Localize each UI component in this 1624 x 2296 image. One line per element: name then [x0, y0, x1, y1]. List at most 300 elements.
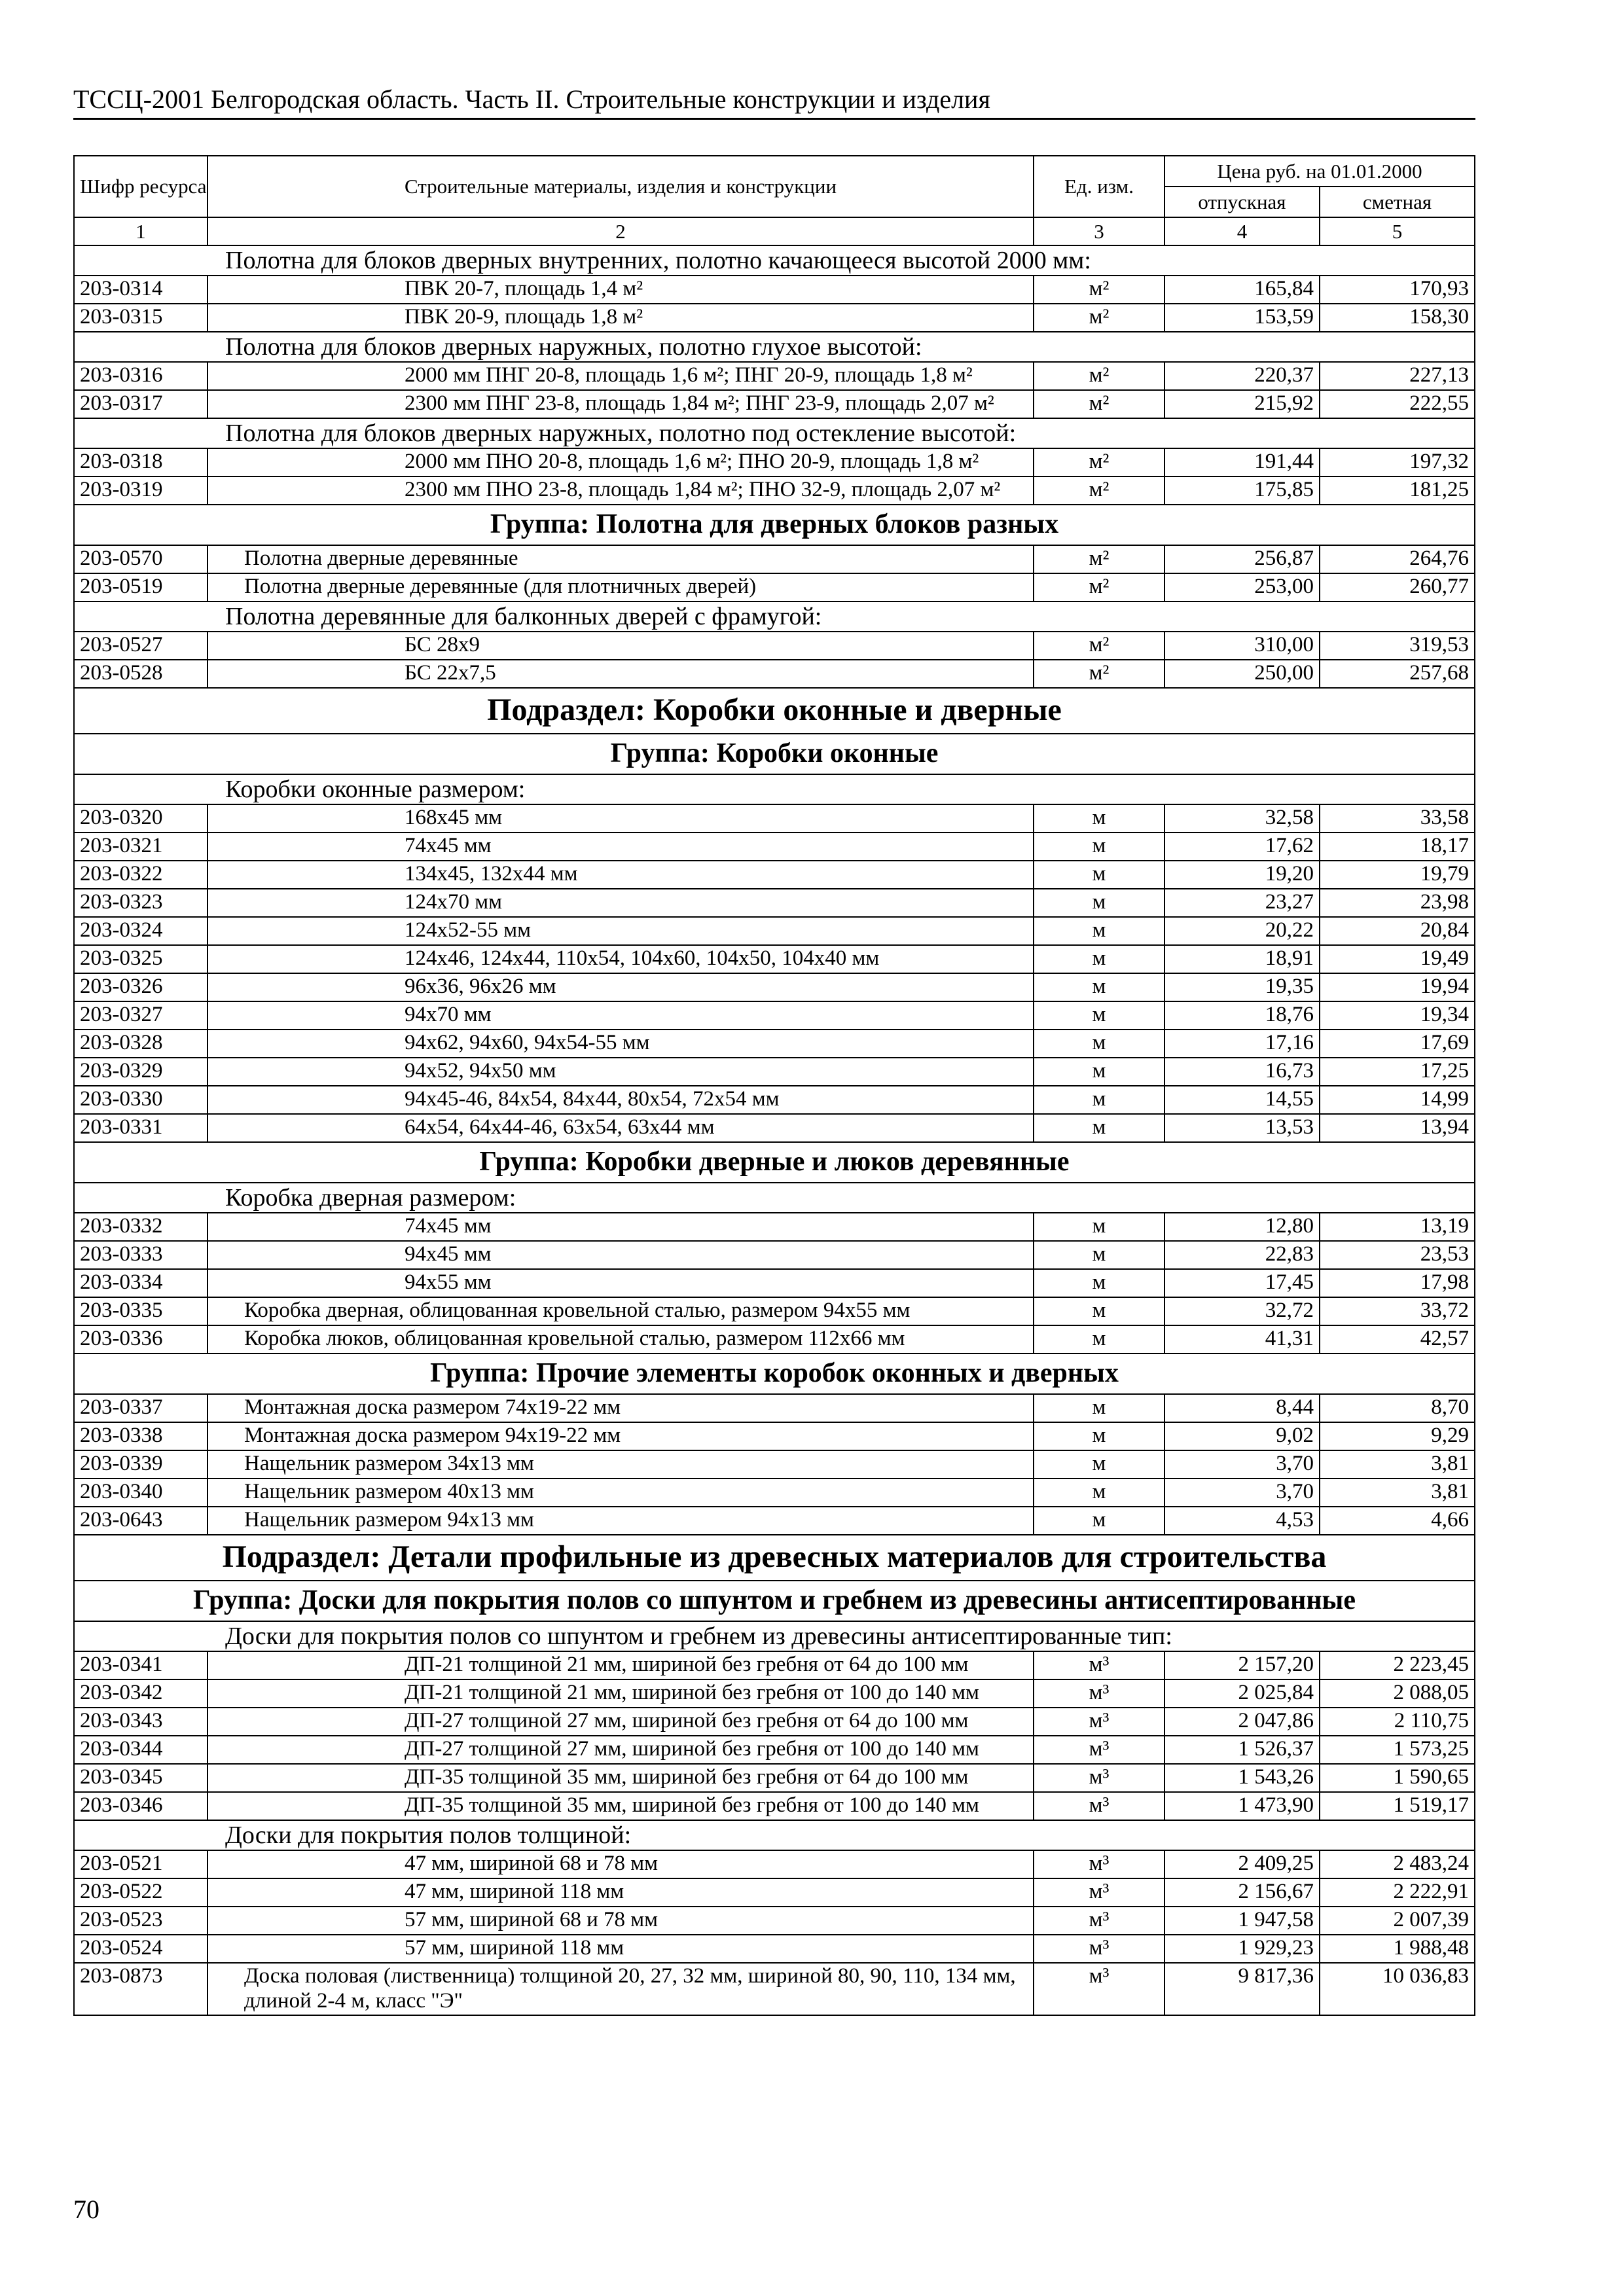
price-table-body — [74, 156, 1475, 2015]
table-row — [74, 804, 1475, 833]
unit-cell: м — [1034, 1086, 1164, 1114]
estimate-price-cell: 222,55 — [1320, 390, 1475, 418]
table-row — [74, 1963, 1475, 2015]
resource-code-cell: 203-0326 — [74, 973, 208, 1001]
material-name-cell: 57 мм, шириной 68 и 78 мм — [208, 1907, 1034, 1935]
table-header-row — [74, 156, 1475, 187]
release-price-cell: 1 947,58 — [1164, 1907, 1320, 1935]
unit-cell: м² — [1034, 448, 1164, 476]
estimate-price-cell: 260,77 — [1320, 573, 1475, 601]
estimate-price-cell: 17,98 — [1320, 1269, 1475, 1297]
unit-cell: м — [1034, 804, 1164, 833]
resource-code-cell: 203-0316 — [74, 362, 208, 390]
resource-code-cell: 203-0331 — [74, 1114, 208, 1142]
unit-cell: м — [1034, 833, 1164, 861]
group-heading-row — [74, 734, 1475, 774]
estimate-price-cell: 2 110,75 — [1320, 1708, 1475, 1736]
unit-cell: м² — [1034, 304, 1164, 332]
material-name-cell: 94х70 мм — [208, 1001, 1034, 1030]
resource-code-cell: 203-0522 — [74, 1878, 208, 1907]
estimate-price-cell: 2 483,24 — [1320, 1850, 1475, 1878]
table-row — [74, 1269, 1475, 1297]
material-name-cell: 168х45 мм — [208, 804, 1034, 833]
unit-cell: м³ — [1034, 1764, 1164, 1792]
estimate-price-cell: 18,17 — [1320, 833, 1475, 861]
resource-code-cell: 203-0344 — [74, 1736, 208, 1764]
estimate-price-cell: 33,58 — [1320, 804, 1475, 833]
release-price-cell: 32,58 — [1164, 804, 1320, 833]
table-row — [74, 917, 1475, 945]
resource-code-cell: 203-0337 — [74, 1394, 208, 1422]
material-name-cell: ДП-21 толщиной 21 мм, шириной без гребня от 100 до 140 мм — [208, 1679, 1034, 1708]
estimate-price-cell: 181,25 — [1320, 476, 1475, 505]
estimate-price-cell: 264,76 — [1320, 545, 1475, 573]
material-name-cell: Доска половая (лиственница) толщиной 20, 27, 32 мм, шириной 80, 90, 110, 134 мм, длиной 2-4 м, класс "Э" — [208, 1963, 1034, 2015]
resource-code-cell: 203-0340 — [74, 1479, 208, 1507]
price-table-wrapper — [73, 155, 1475, 2016]
release-price-cell: 18,76 — [1164, 1001, 1320, 1030]
header-rule — [73, 118, 1475, 120]
resource-code-cell: 203-0330 — [74, 1086, 208, 1114]
group-heading-row — [74, 1581, 1475, 1621]
estimate-price-cell: 3,81 — [1320, 1450, 1475, 1479]
material-name-cell: ДП-27 толщиной 27 мм, шириной без гребня от 64 до 100 мм — [208, 1708, 1034, 1736]
estimate-price-cell: 2 222,91 — [1320, 1878, 1475, 1907]
unit-cell: м — [1034, 1479, 1164, 1507]
table-row — [74, 945, 1475, 973]
unit-cell: м — [1034, 1450, 1164, 1479]
resource-code-cell: 203-0873 — [74, 1963, 208, 2015]
estimate-price-cell: 8,70 — [1320, 1394, 1475, 1422]
table-row — [74, 362, 1475, 390]
release-price-cell: 153,59 — [1164, 304, 1320, 332]
table-row — [74, 1736, 1475, 1764]
release-price-cell: 1 526,37 — [1164, 1736, 1320, 1764]
release-price-cell: 14,55 — [1164, 1086, 1320, 1114]
release-price-cell: 2 409,25 — [1164, 1850, 1320, 1878]
release-price-cell: 13,53 — [1164, 1114, 1320, 1142]
estimate-price-cell: 23,53 — [1320, 1241, 1475, 1269]
resource-code-cell: 203-0328 — [74, 1030, 208, 1058]
resource-code-cell: 203-0321 — [74, 833, 208, 861]
estimate-price-cell: 3,81 — [1320, 1479, 1475, 1507]
estimate-price-cell: 33,72 — [1320, 1297, 1475, 1325]
table-row — [74, 1241, 1475, 1269]
page-number: 70 — [73, 2195, 99, 2224]
col-header-release: отпускная — [1164, 187, 1320, 217]
material-name-cell: БС 28х9 — [208, 632, 1034, 660]
release-price-cell: 175,85 — [1164, 476, 1320, 505]
col-header-name: Строительные материалы, изделия и конструкции — [208, 156, 1034, 217]
unit-cell: м — [1034, 1001, 1164, 1030]
table-row — [74, 1114, 1475, 1142]
table-row — [74, 1651, 1475, 1679]
material-name-cell: ПВК 20-7, площадь 1,4 м² — [208, 276, 1034, 304]
material-name-cell: ПВК 20-9, площадь 1,8 м² — [208, 304, 1034, 332]
page-header-title: ТССЦ-2001 Белгородская область. Часть II. Строительные конструкции и изделия — [73, 84, 990, 114]
table-row — [74, 276, 1475, 304]
table-row — [74, 448, 1475, 476]
resource-code-cell: 203-0324 — [74, 917, 208, 945]
resource-code-cell: 203-0320 — [74, 804, 208, 833]
release-price-cell: 41,31 — [1164, 1325, 1320, 1354]
unit-cell: м — [1034, 1394, 1164, 1422]
table-row — [74, 476, 1475, 505]
unit-cell: м³ — [1034, 1850, 1164, 1878]
col-header-unit: Ед. изм. — [1034, 156, 1164, 217]
release-price-cell: 20,22 — [1164, 917, 1320, 945]
category-heading-text: Полотна для блоков дверных наружных, полотно глухое высотой: — [74, 332, 1475, 362]
category-heading-row — [74, 774, 1475, 804]
material-name-cell: 94х55 мм — [208, 1269, 1034, 1297]
estimate-price-cell: 170,93 — [1320, 276, 1475, 304]
estimate-price-cell: 19,34 — [1320, 1001, 1475, 1030]
unit-cell: м² — [1034, 390, 1164, 418]
estimate-price-cell: 319,53 — [1320, 632, 1475, 660]
unit-cell: м — [1034, 1114, 1164, 1142]
table-row — [74, 1394, 1475, 1422]
unit-cell: м — [1034, 1422, 1164, 1450]
material-name-cell: 96х36, 96х26 мм — [208, 973, 1034, 1001]
release-price-cell: 3,70 — [1164, 1479, 1320, 1507]
unit-cell: м — [1034, 1030, 1164, 1058]
unit-cell: м³ — [1034, 1907, 1164, 1935]
unit-cell: м³ — [1034, 1878, 1164, 1907]
category-heading-row — [74, 601, 1475, 632]
unit-cell: м — [1034, 1507, 1164, 1535]
release-price-cell: 22,83 — [1164, 1241, 1320, 1269]
col-number-2: 2 — [208, 217, 1034, 245]
resource-code-cell: 203-0325 — [74, 945, 208, 973]
table-row — [74, 833, 1475, 861]
table-row — [74, 632, 1475, 660]
table-row — [74, 1450, 1475, 1479]
table-row — [74, 1907, 1475, 1935]
estimate-price-cell: 2 088,05 — [1320, 1679, 1475, 1708]
resource-code-cell: 203-0338 — [74, 1422, 208, 1450]
release-price-cell: 16,73 — [1164, 1058, 1320, 1086]
unit-cell: м — [1034, 1058, 1164, 1086]
unit-cell: м — [1034, 945, 1164, 973]
material-name-cell: 94х62, 94х60, 94х54-55 мм — [208, 1030, 1034, 1058]
release-price-cell: 220,37 — [1164, 362, 1320, 390]
material-name-cell: 57 мм, шириной 118 мм — [208, 1935, 1034, 1963]
group-heading-row — [74, 505, 1475, 545]
column-number-row — [74, 217, 1475, 245]
release-price-cell: 18,91 — [1164, 945, 1320, 973]
material-name-cell: Коробка люков, облицованная кровельной сталью, размером 112х66 мм — [208, 1325, 1034, 1354]
table-row — [74, 1792, 1475, 1820]
category-heading-row — [74, 1820, 1475, 1850]
col-header-code: Шифр ресурса — [74, 156, 208, 217]
material-name-cell: Монтажная доска размером 74х19-22 мм — [208, 1394, 1034, 1422]
resource-code-cell: 203-0334 — [74, 1269, 208, 1297]
release-price-cell: 23,27 — [1164, 889, 1320, 917]
table-row — [74, 1086, 1475, 1114]
estimate-price-cell: 1 573,25 — [1320, 1736, 1475, 1764]
unit-cell: м² — [1034, 632, 1164, 660]
material-name-cell: 124х52-55 мм — [208, 917, 1034, 945]
unit-cell: м³ — [1034, 1935, 1164, 1963]
table-row — [74, 1850, 1475, 1878]
estimate-price-cell: 20,84 — [1320, 917, 1475, 945]
col-number-3: 3 — [1034, 217, 1164, 245]
material-name-cell: ДП-35 толщиной 35 мм, шириной без гребня от 64 до 100 мм — [208, 1764, 1034, 1792]
group-heading-text: Группа: Прочие элементы коробок оконных и дверных — [74, 1354, 1475, 1394]
estimate-price-cell: 17,69 — [1320, 1030, 1475, 1058]
material-name-cell: 124х46, 124х44, 110х54, 104х60, 104х50, 104х40 мм — [208, 945, 1034, 973]
table-row — [74, 861, 1475, 889]
table-row — [74, 1001, 1475, 1030]
table-row — [74, 1479, 1475, 1507]
estimate-price-cell: 197,32 — [1320, 448, 1475, 476]
material-name-cell: Монтажная доска размером 94х19-22 мм — [208, 1422, 1034, 1450]
release-price-cell: 215,92 — [1164, 390, 1320, 418]
table-row — [74, 660, 1475, 688]
release-price-cell: 310,00 — [1164, 632, 1320, 660]
table-row — [74, 1297, 1475, 1325]
estimate-price-cell: 1 590,65 — [1320, 1764, 1475, 1792]
unit-cell: м — [1034, 1269, 1164, 1297]
table-row — [74, 1878, 1475, 1907]
material-name-cell: БС 22х7,5 — [208, 660, 1034, 688]
table-row — [74, 889, 1475, 917]
category-heading-row — [74, 1621, 1475, 1651]
resource-code-cell: 203-0314 — [74, 276, 208, 304]
release-price-cell: 2 157,20 — [1164, 1651, 1320, 1679]
unit-cell: м³ — [1034, 1792, 1164, 1820]
resource-code-cell: 203-0339 — [74, 1450, 208, 1479]
release-price-cell: 17,45 — [1164, 1269, 1320, 1297]
unit-cell: м³ — [1034, 1708, 1164, 1736]
resource-code-cell: 203-0317 — [74, 390, 208, 418]
release-price-cell: 250,00 — [1164, 660, 1320, 688]
resource-code-cell: 203-0524 — [74, 1935, 208, 1963]
release-price-cell: 32,72 — [1164, 1297, 1320, 1325]
unit-cell: м² — [1034, 476, 1164, 505]
category-heading-text: Полотна для блоков дверных внутренних, полотно качающееся высотой 2000 мм: — [74, 245, 1475, 276]
resource-code-cell: 203-0342 — [74, 1679, 208, 1708]
estimate-price-cell: 4,66 — [1320, 1507, 1475, 1535]
col-number-4: 4 — [1164, 217, 1320, 245]
category-heading-text: Полотна деревянные для балконных дверей с фрамугой: — [74, 601, 1475, 632]
resource-code-cell: 203-0521 — [74, 1850, 208, 1878]
material-name-cell: ДП-21 толщиной 21 мм, шириной без гребня от 64 до 100 мм — [208, 1651, 1034, 1679]
material-name-cell: ДП-35 толщиной 35 мм, шириной без гребня от 100 до 140 мм — [208, 1792, 1034, 1820]
table-row — [74, 573, 1475, 601]
resource-code-cell: 203-0318 — [74, 448, 208, 476]
resource-code-cell: 203-0335 — [74, 1297, 208, 1325]
unit-cell: м³ — [1034, 1651, 1164, 1679]
table-row — [74, 545, 1475, 573]
table-row — [74, 1422, 1475, 1450]
estimate-price-cell: 23,98 — [1320, 889, 1475, 917]
table-row — [74, 390, 1475, 418]
estimate-price-cell: 19,49 — [1320, 945, 1475, 973]
estimate-price-cell: 2 223,45 — [1320, 1651, 1475, 1679]
group-heading-text: Группа: Коробки дверные и люков деревянные — [74, 1142, 1475, 1183]
release-price-cell: 9 817,36 — [1164, 1963, 1320, 2015]
resource-code-cell: 203-0323 — [74, 889, 208, 917]
unit-cell: м² — [1034, 573, 1164, 601]
material-name-cell: 94х52, 94х50 мм — [208, 1058, 1034, 1086]
estimate-price-cell: 42,57 — [1320, 1325, 1475, 1354]
group-heading-row — [74, 1354, 1475, 1394]
col-number-5: 5 — [1320, 217, 1475, 245]
estimate-price-cell: 227,13 — [1320, 362, 1475, 390]
resource-code-cell: 203-0346 — [74, 1792, 208, 1820]
material-name-cell: Коробка дверная, облицованная кровельной сталью, размером 94х55 мм — [208, 1297, 1034, 1325]
release-price-cell: 1 473,90 — [1164, 1792, 1320, 1820]
release-price-cell: 4,53 — [1164, 1507, 1320, 1535]
release-price-cell: 2 025,84 — [1164, 1679, 1320, 1708]
unit-cell: м — [1034, 1241, 1164, 1269]
table-row — [74, 1764, 1475, 1792]
material-name-cell: Нащельник размером 40х13 мм — [208, 1479, 1034, 1507]
material-name-cell: 47 мм, шириной 118 мм — [208, 1878, 1034, 1907]
category-heading-row — [74, 418, 1475, 448]
material-name-cell: 94х45-46, 84х54, 84х44, 80х54, 72х54 мм — [208, 1086, 1034, 1114]
release-price-cell: 256,87 — [1164, 545, 1320, 573]
material-name-cell: 74х45 мм — [208, 1213, 1034, 1241]
col-number-1: 1 — [74, 217, 208, 245]
release-price-cell: 1 543,26 — [1164, 1764, 1320, 1792]
resource-code-cell: 203-0319 — [74, 476, 208, 505]
material-name-cell: Нащельник размером 34х13 мм — [208, 1450, 1034, 1479]
resource-code-cell: 203-0341 — [74, 1651, 208, 1679]
subsection-heading-row — [74, 1535, 1475, 1581]
unit-cell: м² — [1034, 276, 1164, 304]
category-heading-row — [74, 245, 1475, 276]
unit-cell: м — [1034, 917, 1164, 945]
material-name-cell: Полотна дверные деревянные (для плотничных дверей) — [208, 573, 1034, 601]
estimate-price-cell: 1 988,48 — [1320, 1935, 1475, 1963]
group-heading-text: Группа: Полотна для дверных блоков разных — [74, 505, 1475, 545]
release-price-cell: 253,00 — [1164, 573, 1320, 601]
estimate-price-cell: 2 007,39 — [1320, 1907, 1475, 1935]
subsection-heading-row — [74, 688, 1475, 734]
estimate-price-cell: 14,99 — [1320, 1086, 1475, 1114]
table-row — [74, 1213, 1475, 1241]
group-heading-row — [74, 1142, 1475, 1183]
table-row — [74, 304, 1475, 332]
category-heading-text: Доски для покрытия полов толщиной: — [74, 1820, 1475, 1850]
resource-code-cell: 203-0332 — [74, 1213, 208, 1241]
resource-code-cell: 203-0643 — [74, 1507, 208, 1535]
estimate-price-cell: 9,29 — [1320, 1422, 1475, 1450]
resource-code-cell: 203-0333 — [74, 1241, 208, 1269]
estimate-price-cell: 10 036,83 — [1320, 1963, 1475, 2015]
table-row — [74, 1507, 1475, 1535]
unit-cell: м³ — [1034, 1736, 1164, 1764]
unit-cell: м — [1034, 889, 1164, 917]
unit-cell: м — [1034, 861, 1164, 889]
material-name-cell: Нащельник размером 94х13 мм — [208, 1507, 1034, 1535]
release-price-cell: 191,44 — [1164, 448, 1320, 476]
category-heading-row — [74, 332, 1475, 362]
group-heading-text: Группа: Доски для покрытия полов со шпунтом и гребнем из древесины антисептированные — [74, 1581, 1475, 1621]
resource-code-cell: 203-0336 — [74, 1325, 208, 1354]
category-heading-text: Коробки оконные размером: — [74, 774, 1475, 804]
estimate-price-cell: 17,25 — [1320, 1058, 1475, 1086]
release-price-cell: 19,20 — [1164, 861, 1320, 889]
estimate-price-cell: 19,79 — [1320, 861, 1475, 889]
resource-code-cell: 203-0343 — [74, 1708, 208, 1736]
resource-code-cell: 203-0345 — [74, 1764, 208, 1792]
table-row — [74, 1708, 1475, 1736]
estimate-price-cell: 257,68 — [1320, 660, 1475, 688]
release-price-cell: 12,80 — [1164, 1213, 1320, 1241]
resource-code-cell: 203-0519 — [74, 573, 208, 601]
material-name-cell: 74х45 мм — [208, 833, 1034, 861]
release-price-cell: 9,02 — [1164, 1422, 1320, 1450]
unit-cell: м³ — [1034, 1679, 1164, 1708]
material-name-cell: 94х45 мм — [208, 1241, 1034, 1269]
category-heading-text: Полотна для блоков дверных наружных, полотно под остекление высотой: — [74, 418, 1475, 448]
material-name-cell: 47 мм, шириной 68 и 78 мм — [208, 1850, 1034, 1878]
unit-cell: м² — [1034, 545, 1164, 573]
estimate-price-cell: 1 519,17 — [1320, 1792, 1475, 1820]
release-price-cell: 2 156,67 — [1164, 1878, 1320, 1907]
category-heading-text: Коробка дверная размером: — [74, 1183, 1475, 1213]
price-table — [73, 155, 1475, 2016]
unit-cell: м³ — [1034, 1963, 1164, 2015]
unit-cell: м — [1034, 973, 1164, 1001]
table-row — [74, 1679, 1475, 1708]
category-heading-row — [74, 1183, 1475, 1213]
release-price-cell: 165,84 — [1164, 276, 1320, 304]
table-row — [74, 1058, 1475, 1086]
material-name-cell: 2000 мм ПНО 20-8, площадь 1,6 м²; ПНО 20-9, площадь 1,8 м² — [208, 448, 1034, 476]
table-row — [74, 973, 1475, 1001]
material-name-cell: 124х70 мм — [208, 889, 1034, 917]
material-name-cell: 2300 мм ПНО 23-8, площадь 1,84 м²; ПНО 32-9, площадь 2,07 м² — [208, 476, 1034, 505]
estimate-price-cell: 13,94 — [1320, 1114, 1475, 1142]
material-name-cell: 2000 мм ПНГ 20-8, площадь 1,6 м²; ПНГ 20-9, площадь 1,8 м² — [208, 362, 1034, 390]
table-row — [74, 1030, 1475, 1058]
resource-code-cell: 203-0322 — [74, 861, 208, 889]
subsection-heading-text: Подраздел: Детали профильные из древесных материалов для строительства — [74, 1535, 1475, 1581]
material-name-cell: 2300 мм ПНГ 23-8, площадь 1,84 м²; ПНГ 23-9, площадь 2,07 м² — [208, 390, 1034, 418]
unit-cell: м — [1034, 1297, 1164, 1325]
release-price-cell: 8,44 — [1164, 1394, 1320, 1422]
release-price-cell: 1 929,23 — [1164, 1935, 1320, 1963]
group-heading-text: Группа: Коробки оконные — [74, 734, 1475, 774]
release-price-cell: 2 047,86 — [1164, 1708, 1320, 1736]
resource-code-cell: 203-0329 — [74, 1058, 208, 1086]
estimate-price-cell: 13,19 — [1320, 1213, 1475, 1241]
resource-code-cell: 203-0523 — [74, 1907, 208, 1935]
release-price-cell: 3,70 — [1164, 1450, 1320, 1479]
release-price-cell: 17,16 — [1164, 1030, 1320, 1058]
table-row — [74, 1935, 1475, 1963]
material-name-cell: Полотна дверные деревянные — [208, 545, 1034, 573]
release-price-cell: 19,35 — [1164, 973, 1320, 1001]
material-name-cell: ДП-27 толщиной 27 мм, шириной без гребня от 100 до 140 мм — [208, 1736, 1034, 1764]
unit-cell: м — [1034, 1213, 1164, 1241]
resource-code-cell: 203-0527 — [74, 632, 208, 660]
estimate-price-cell: 19,94 — [1320, 973, 1475, 1001]
material-name-cell: 134х45, 132х44 мм — [208, 861, 1034, 889]
resource-code-cell: 203-0327 — [74, 1001, 208, 1030]
col-header-price: Цена руб. на 01.01.2000 — [1164, 156, 1475, 187]
unit-cell: м — [1034, 1325, 1164, 1354]
category-heading-text: Доски для покрытия полов со шпунтом и гребнем из древесины антисептированные тип: — [74, 1621, 1475, 1651]
unit-cell: м² — [1034, 362, 1164, 390]
subsection-heading-text: Подраздел: Коробки оконные и дверные — [74, 688, 1475, 734]
unit-cell: м² — [1034, 660, 1164, 688]
resource-code-cell: 203-0315 — [74, 304, 208, 332]
